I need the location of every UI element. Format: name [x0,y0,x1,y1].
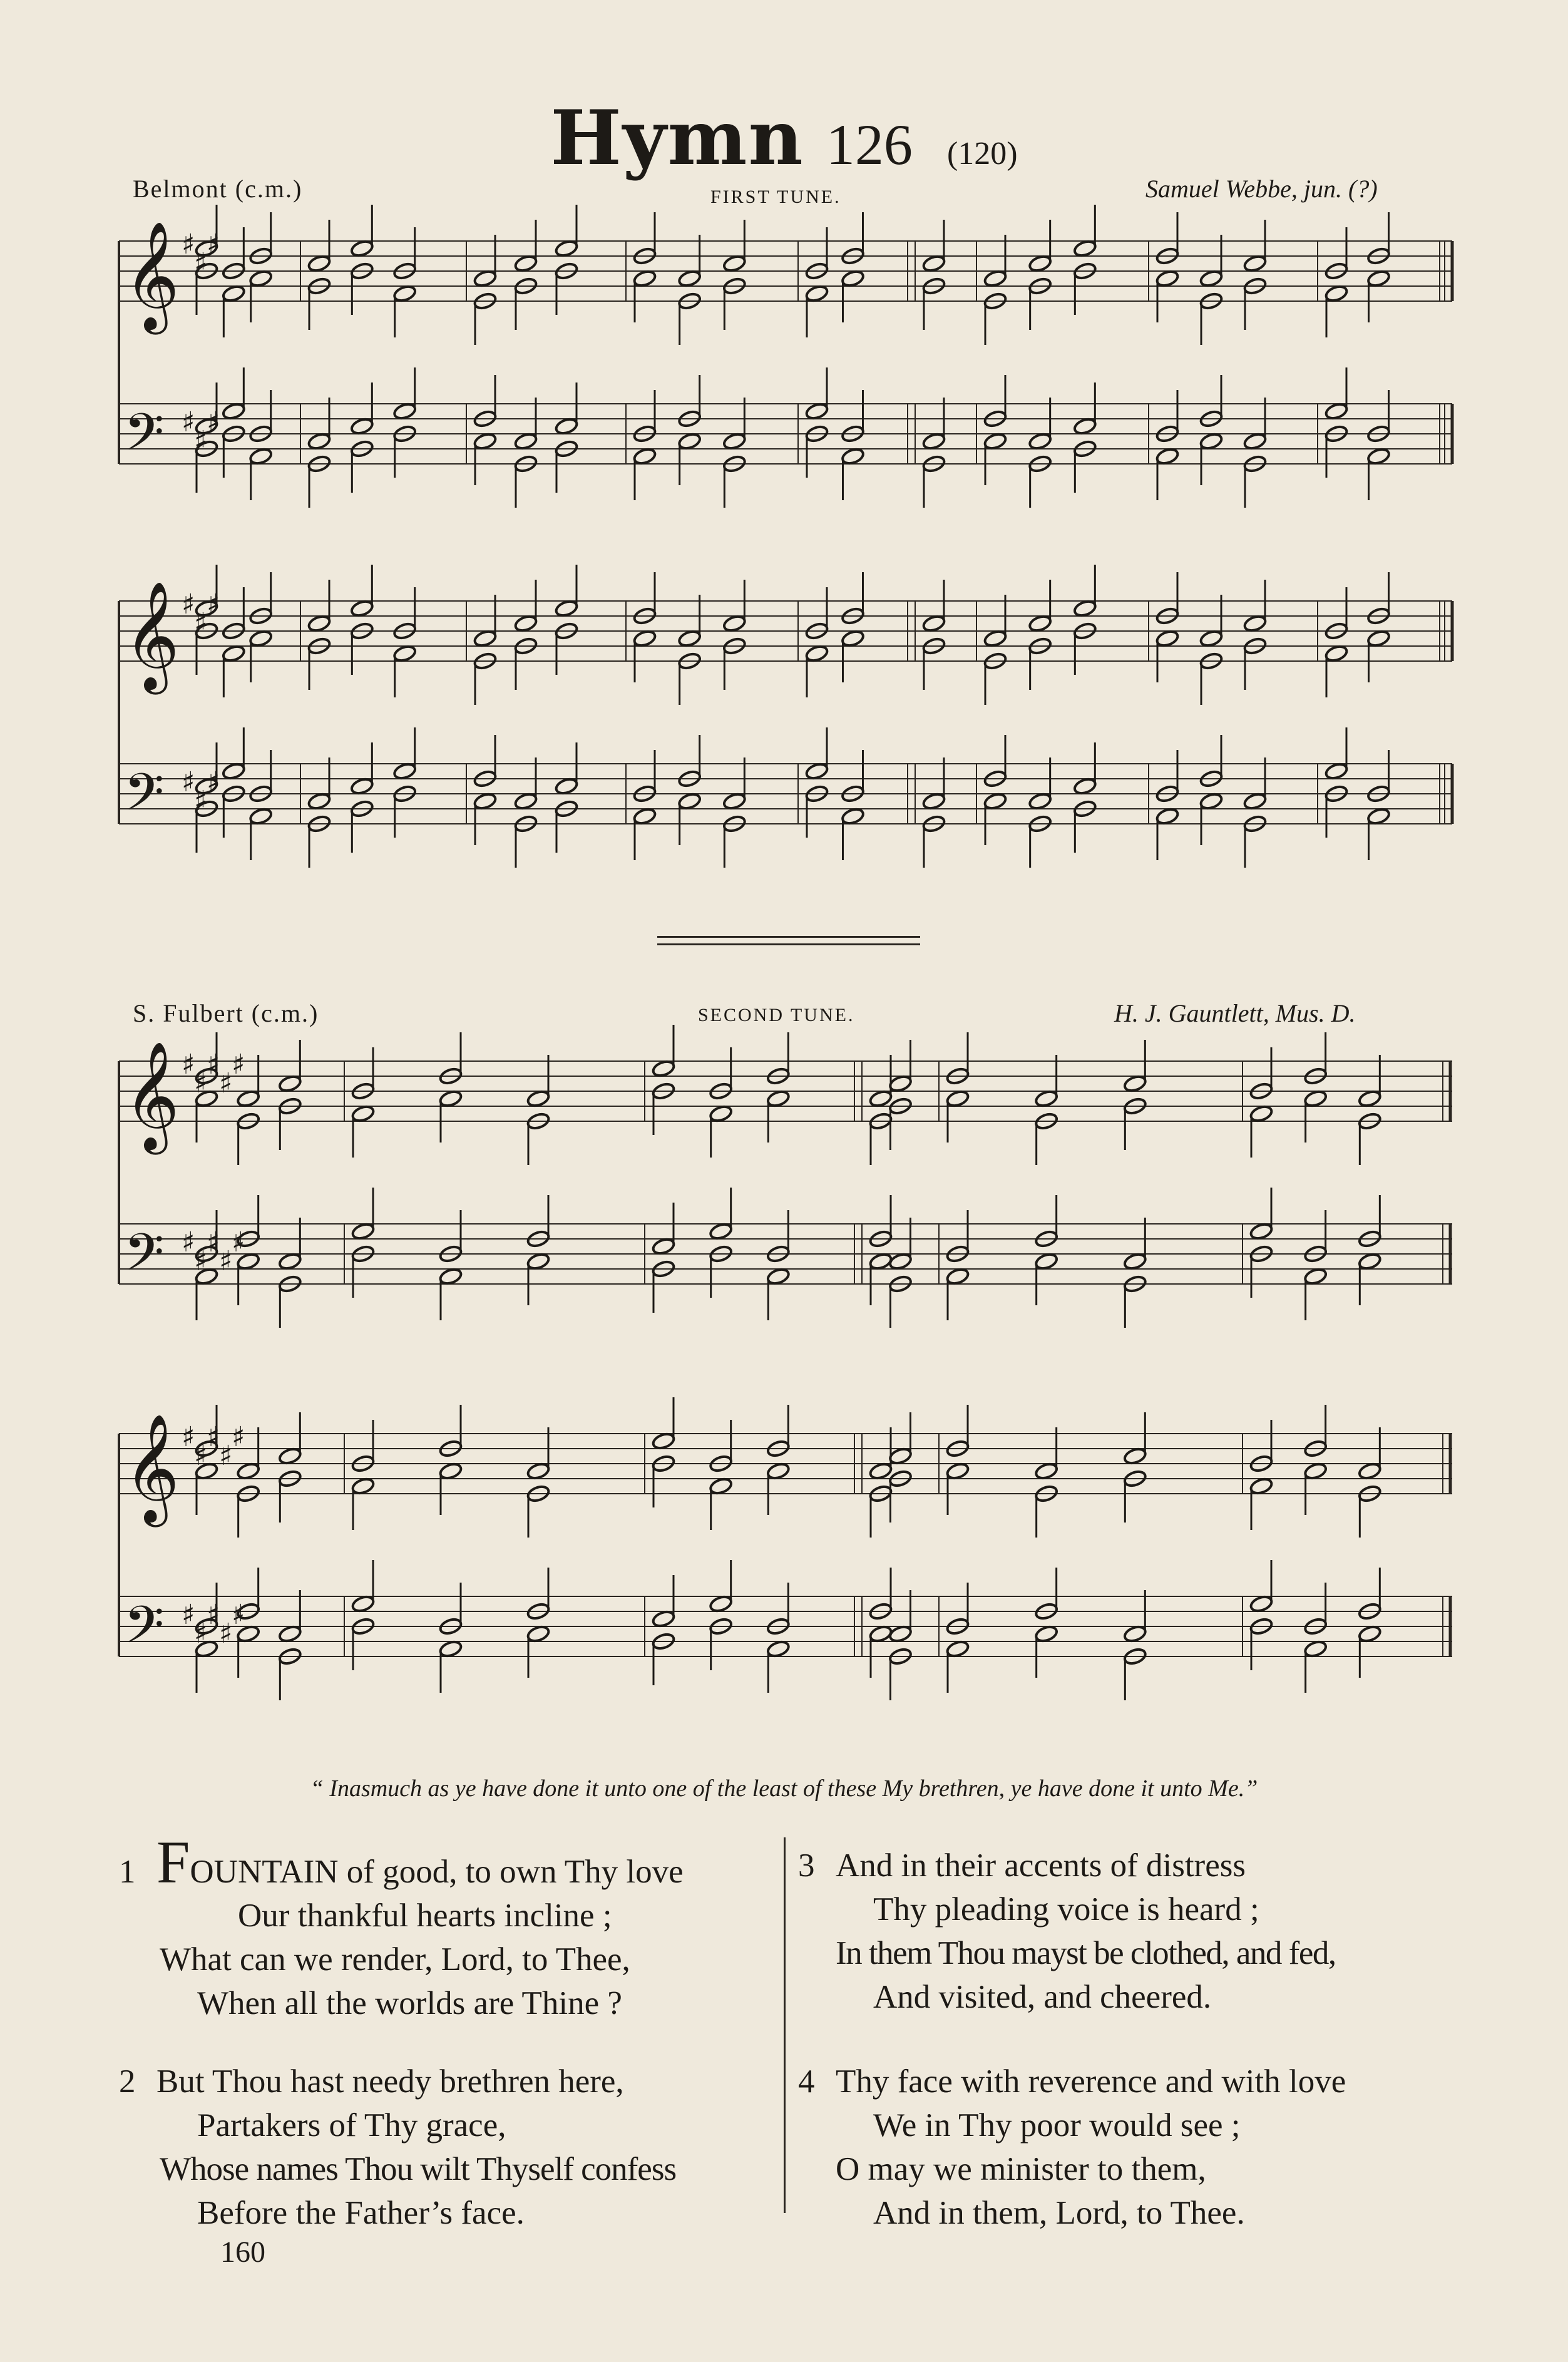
verse-3-number: 3 [798,1847,815,1884]
bass-clef: 𝄢 [124,1222,165,1295]
note-head [278,1447,302,1466]
sharp-sign: ♯ [194,1618,208,1650]
note-head [946,1640,970,1658]
verse-2-line-3: Whose names Thou wilt Thyself confess [160,2151,677,2187]
note-head [1303,1640,1328,1658]
sharp-sign: ♯ [232,1049,245,1081]
note-head [869,1625,893,1643]
note-head [351,1222,376,1241]
hymn-number: 126 [826,113,913,177]
sharp-sign: ♯ [182,766,195,798]
note-head [766,1267,791,1286]
note-head [1249,1477,1274,1496]
note-head [351,1104,376,1123]
verse-1-line-1: OUNTAIN of good, to own Thy love [190,1854,684,1890]
sharp-sign: ♯ [207,1599,220,1631]
verse-2-line-4: Before the Father’s face. [197,2195,525,2231]
note-head [946,1462,970,1481]
sharp-sign: ♯ [194,785,208,817]
note-head [236,1462,260,1481]
note-head [1123,1074,1147,1093]
verse-2-line-2: Partakers of Thy grace, [197,2107,506,2144]
note-head [888,1447,913,1466]
note-head [439,1089,463,1108]
verse-3-line-1: And in their accents of distress [836,1847,1246,1884]
note-head [869,1252,893,1271]
note-head [526,1252,551,1271]
sharp-sign: ♯ [194,607,208,639]
sharp-sign: ♯ [207,1226,220,1258]
sharp-sign: ♯ [207,228,220,260]
sharp-sign: ♯ [219,1618,233,1650]
note-head [1123,1625,1147,1643]
note-head [1358,1252,1382,1271]
note-head [439,1267,463,1286]
note-head [278,1625,302,1643]
note-head [652,1432,676,1451]
note-head [946,1089,970,1108]
verse-1-line-3: What can we render, Lord, to Thee, [160,1941,630,1978]
verse-1 [119,1829,684,2025]
verse-2 [119,2060,676,2235]
verse-3-line-3: In them Thou mayst be clothed, and fed, [836,1935,1336,1971]
treble-clef: 𝄞 [124,1041,180,1150]
page-number: 160 [220,2236,265,2269]
verse-3-line-4: And visited, and cheered. [873,1979,1212,2015]
verse-2-number: 2 [119,2063,136,2100]
note-head [652,1237,676,1256]
sharp-sign: ♯ [194,1245,208,1277]
sharp-sign: ♯ [207,766,220,798]
sharp-sign: ♯ [182,1049,195,1081]
note-head [888,1252,913,1271]
note-head [946,1267,970,1286]
sharp-sign: ♯ [207,588,220,620]
sharp-sign: ♯ [219,1245,233,1277]
verse-1-number: 1 [119,1854,136,1890]
verse-2-line-1: But Thou hast needy brethren here, [156,2063,624,2100]
sharp-sign: ♯ [207,406,220,438]
first-tune-label: FIRST TUNE. [710,187,841,207]
bass-clef: 𝄢 [124,1594,165,1668]
sharp-sign: ♯ [182,406,195,438]
sharp-sign: ♯ [194,1067,208,1099]
second-tune-name: S. Fulbert (c.m.) [133,999,319,1027]
first-tune-composer: Samuel Webbe, jun. (?) [1145,175,1378,203]
note-head [1303,1089,1328,1108]
sharp-sign: ♯ [232,1226,245,1258]
note-head [526,1089,551,1108]
sharp-sign: ♯ [219,1440,233,1472]
verse-1-line-2: Our thankful hearts incline ; [238,1897,612,1934]
note-head [1123,1252,1147,1271]
verse-4-line-1: Thy face with reverence and with love [836,2063,1346,2100]
verse-3 [798,1844,1336,2019]
note-head [351,1477,376,1496]
sharp-sign: ♯ [194,1440,208,1472]
note-head [351,1594,376,1613]
second-tune-label: SECOND TUNE. [698,1005,855,1025]
note-head [1034,1625,1058,1643]
sharp-sign: ♯ [182,1599,195,1631]
bass-clef: 𝄢 [124,402,165,475]
note-head [439,1640,463,1658]
treble-clef: 𝄞 [124,581,180,690]
note-head [709,1222,733,1241]
system [119,1397,1452,1700]
note-head [439,1462,463,1481]
verse-1-dropcap: F [156,1829,190,1896]
note-head [1034,1089,1058,1108]
note-head [1034,1462,1058,1481]
second-tune-composer: H. J. Gauntlett, Mus. D. [1114,999,1356,1027]
sharp-sign: ♯ [182,588,195,620]
note-head [766,1089,791,1108]
note-head [766,1462,791,1481]
system [119,1025,1452,1328]
note-head [1358,1089,1382,1108]
note-head [1358,1462,1382,1481]
note-head [709,1594,733,1613]
scripture-quote: “ Inasmuch as ye have done it unto one of the least of these My brethren, ye have done it unto Me.” [310,1775,1258,1802]
sharp-sign: ♯ [182,228,195,260]
note-head [1249,1594,1274,1613]
treble-clef: 𝄞 [124,1414,180,1522]
note-head [1303,1462,1328,1481]
note-head [1249,1104,1274,1123]
first-tune-name: Belmont (c.m.) [133,175,303,203]
note-head [766,1640,791,1658]
note-head [236,1089,260,1108]
note-head [652,1610,676,1628]
note-head [1358,1625,1382,1643]
note-head [888,1625,913,1643]
sharp-sign: ♯ [219,1067,233,1099]
sharp-sign: ♯ [182,1421,195,1453]
note-head [1034,1252,1058,1271]
note-head [1303,1267,1328,1286]
verse-column-divider [784,1837,786,2213]
verse-4 [798,2060,1346,2235]
verse-3-line-2: Thy pleading voice is heard ; [873,1891,1259,1928]
sharp-sign: ♯ [207,1049,220,1081]
sharp-sign: ♯ [207,1421,220,1453]
note-head [526,1625,551,1643]
sharp-sign: ♯ [232,1599,245,1631]
note-head [709,1477,733,1496]
note-head [526,1462,551,1481]
hymn-word: Hymn [550,94,804,182]
note-head [869,1089,893,1108]
sharp-sign: ♯ [232,1421,245,1453]
note-head [652,1059,676,1078]
note-head [709,1104,733,1123]
note-head [278,1252,302,1271]
sharp-sign: ♯ [194,425,208,457]
treble-clef: 𝄞 [124,221,180,330]
note-head [278,1074,302,1093]
verse-1-line-4: When all the worlds are Thine ? [197,1985,622,2021]
sharp-sign: ♯ [182,1226,195,1258]
bass-clef: 𝄢 [124,762,165,835]
note-head [1249,1222,1274,1241]
verse-4-number: 4 [798,2063,815,2100]
verse-4-line-2: We in Thy poor would see ; [873,2107,1241,2144]
note-head [1123,1447,1147,1466]
verse-4-line-3: O may we minister to them, [836,2151,1206,2187]
note-head [888,1074,913,1093]
hymn-alt-number: (120) [946,136,1018,172]
note-head [869,1462,893,1481]
verse-4-line-4: And in them, Lord, to Thee. [873,2195,1245,2231]
sharp-sign: ♯ [194,247,208,279]
